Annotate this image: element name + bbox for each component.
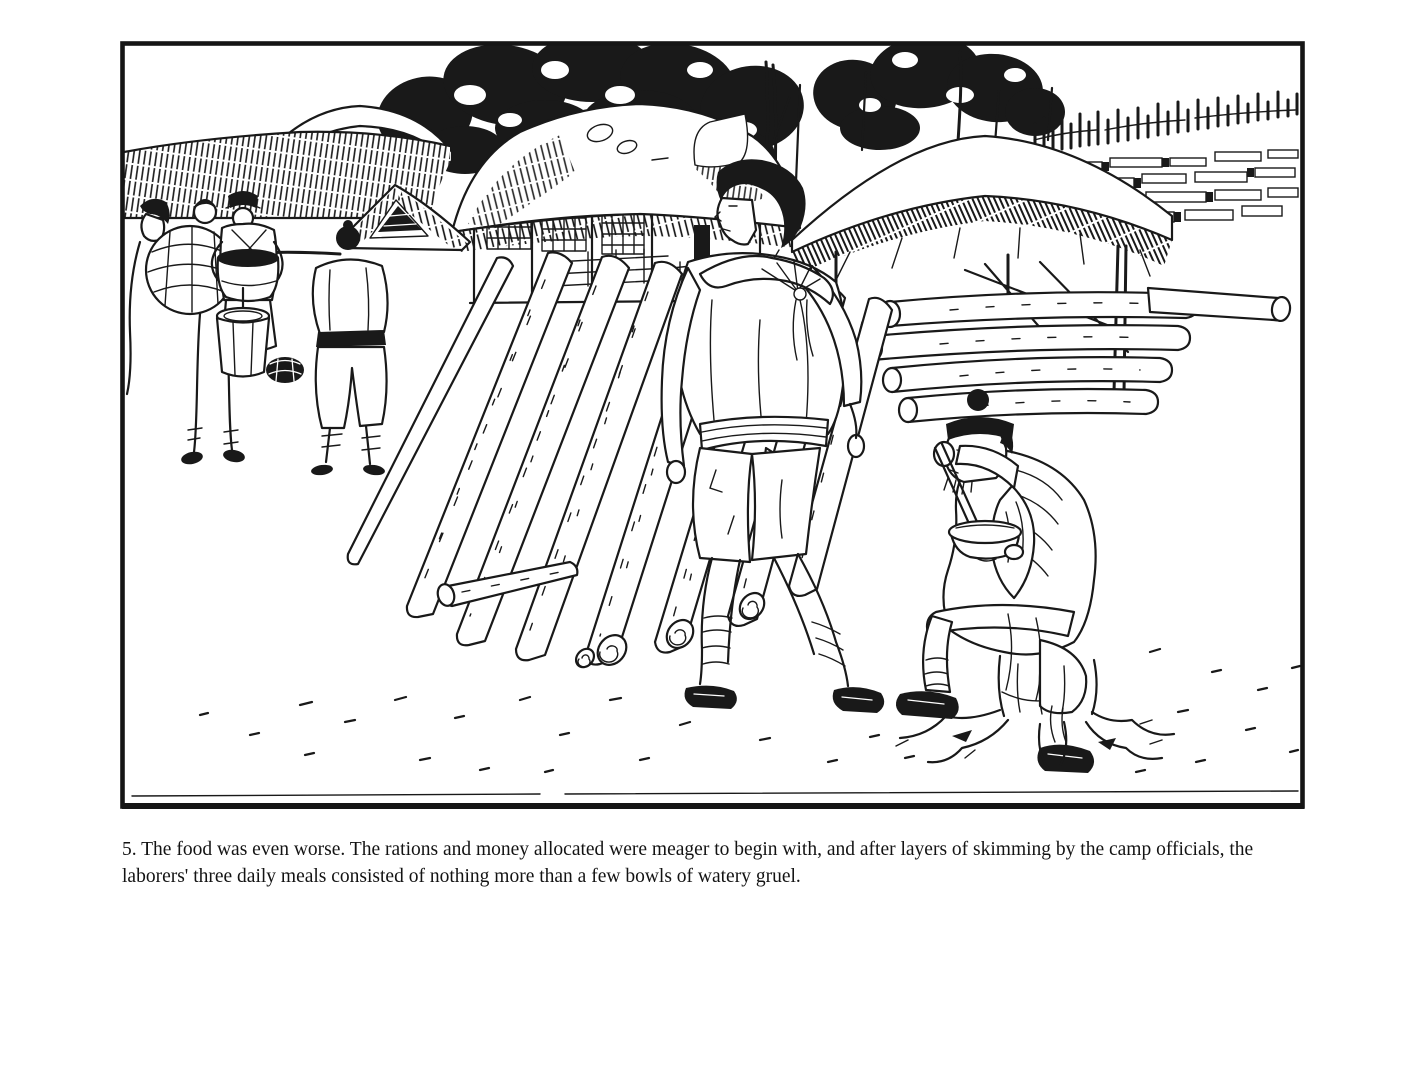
belt: [316, 330, 386, 347]
woven-basket: [266, 357, 304, 383]
skirt: [693, 448, 820, 562]
shin: [923, 616, 952, 692]
caption: [122, 836, 1308, 891]
supporting-hand: [1005, 545, 1023, 559]
right-hand: [667, 461, 685, 483]
cooking-pot: [217, 249, 279, 301]
caption-text: 5. The food was even worse. The rations and money allocated were meager to begin with, and after layers of skimming by the camp officials, the laborers' three daily meals consisted of nothing more than a few bowls of watery gruel.: [122, 839, 1254, 888]
topknot: [967, 389, 989, 411]
